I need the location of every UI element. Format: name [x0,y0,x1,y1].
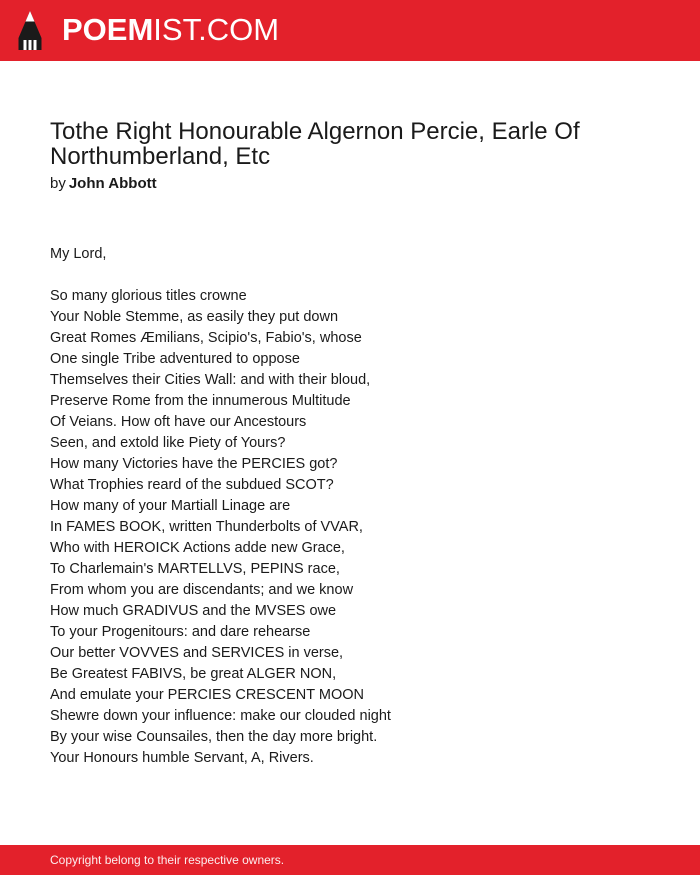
poem-line: Great Romes Æmilians, Scipio's, Fabio's, whose [50,330,362,346]
pencil-logo-icon[interactable] [17,10,43,51]
poem-line: Your Noble Stemme, as easily they put down [50,309,339,325]
poem-line: Of Veians. How oft have our Ancestours [50,414,307,430]
stanza-gap [50,265,650,286]
poem-line: To Charlemain's MARTELLVS, PEPINS race, [50,561,340,577]
poem-lines [50,286,650,769]
logo-brand-strong: POEM [62,12,154,47]
poem-line: To your Progenitours: and dare rehearse [50,624,311,640]
poem-line: In FAMES BOOK, written Thunderbolts of VVAR, [50,519,363,535]
poem-line: Our better VOVVES and SERVICES in verse, [50,645,344,661]
poem-salutation: My Lord, [50,246,107,262]
poem-line: What Trophies reard of the subdued SCOT? [50,477,334,493]
logo-brand-light: IST.COM [153,12,280,47]
poem-line: Seen, and extold like Piety of Yours? [50,435,286,451]
poem-line: Your Honours humble Servant, A, Rivers. [50,750,314,766]
byline [50,174,157,194]
poem-line: How much GRADIVUS and the MVSES owe [50,603,337,619]
poem-line: And emulate your PERCIES CRESCENT MOON [50,687,364,703]
copyright-notice: Copyright belong to their respective owners. [50,853,285,867]
site-footer [0,845,700,875]
poem-line: So many glorious titles crowne [50,288,247,304]
poem-line: How many Victories have the PERCIES got? [50,456,338,472]
poem-line: Shewre down your influence: make our clouded night [50,708,391,724]
poem-line: From whom you are discendants; and we know [50,582,354,598]
poem-line: How many of your Martiall Linage are [50,498,291,514]
site-logo[interactable] [62,13,279,47]
poem-line: Who with HEROICK Actions adde new Grace, [50,540,345,556]
poem-line: Preserve Rome from the innumerous Multitude [50,393,351,409]
poem-line: Themselves their Cities Wall: and with their bloud, [50,372,371,388]
poem-line: Be Greatest FABIVS, be great ALGER NON, [50,666,337,682]
byline-label: by [50,175,66,192]
author-name[interactable]: John Abbott [68,175,157,192]
site-header [0,0,700,61]
poem-line: By your wise Counsailes, then the day more bright. [50,729,378,745]
poem-body [50,244,650,769]
poem-line: One single Tribe adventured to oppose [50,351,300,367]
poem-title: Tothe Right Honourable Algernon Percie, Earle Of Northumberland, Etc [50,118,580,170]
